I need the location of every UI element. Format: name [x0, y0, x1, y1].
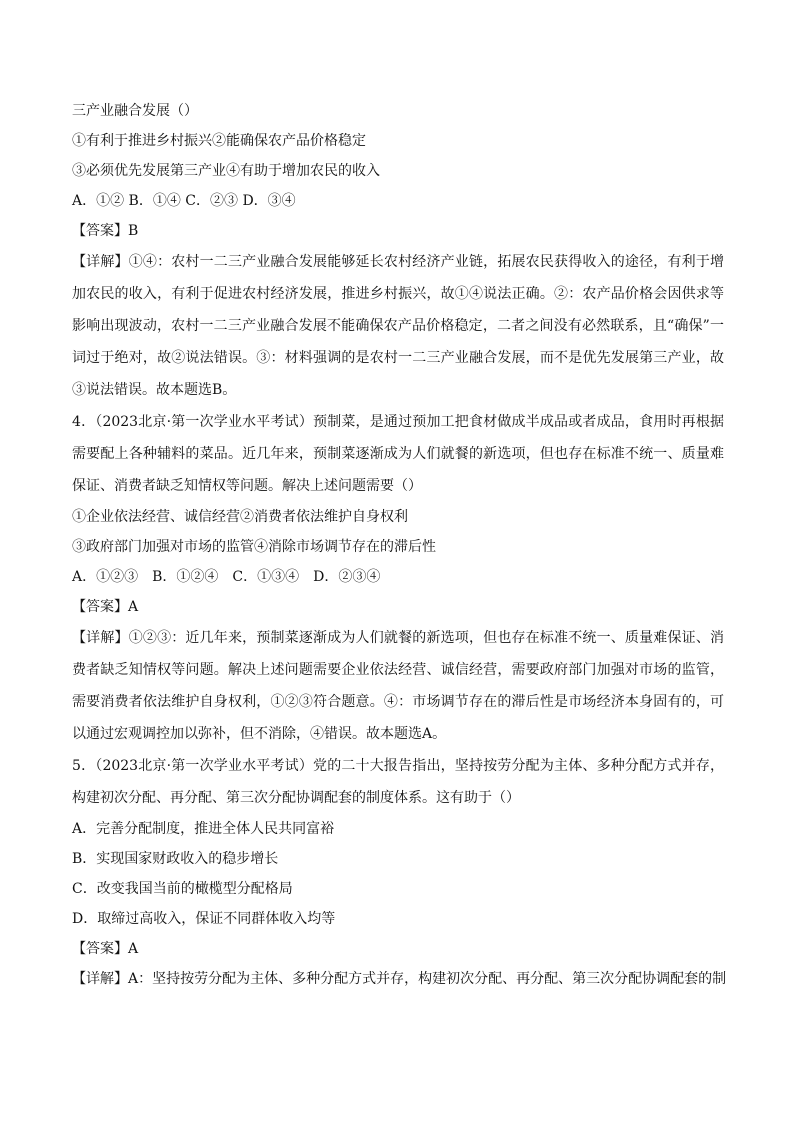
q4-option-line-1: ①企业依法经营、诚信经营②消费者依法维护自身权利 [72, 509, 408, 525]
q5-option-b: B．实现国家财政收入的稳步增长 [72, 851, 279, 867]
q5-explanation: 【详解】A：坚持按劳分配为主体、多种分配方式并存，构建初次分配、再分配、第三次分配协调配套的制 [72, 971, 727, 987]
q5-answer: 【答案】A [72, 941, 139, 957]
q3-option-line-1: ①有利于推进乡村振兴②能确保农产品价格稳定 [72, 133, 366, 149]
q5-stem: 5．（2023北京·第一次学业水平考试）党的二十大报告指出，坚持按劳分配为主体、多种分配方式并存，构建初次分配、再分配、第三次分配协调配套的制度体系。这有助于（） [72, 758, 724, 806]
q5-option-c: C．改变我国当前的橄榄型分配格局 [72, 881, 293, 897]
q5-option-a: A．完善分配制度，推进全体人民共同富裕 [72, 821, 335, 837]
q5-option-d: D．取缔过高收入，保证不同群体收入均等 [72, 911, 336, 927]
document-page [72, 96, 727, 994]
q4-option-line-2: ③政府部门加强对市场的监管④消除市场调节存在的滞后性 [72, 539, 436, 555]
q4-choices: A．①②③ B．①②④ C．①③④ D．②③④ [72, 569, 381, 585]
q3-answer: 【答案】B [72, 223, 139, 239]
q4-stem: 4．（2023北京·第一次学业水平考试）预制菜，是通过预加工把食材做成半成品或者成品，食用时再根据需要配上各种辅料的菜品。近几年来，预制菜逐渐成为人们就餐的新选项，但也存在标准不统一、质量难保证、消费者缺乏知情权等问题。解决上述问题需要（） [72, 414, 724, 494]
q4-explanation: 【详解】①②③：近几年来，预制菜逐渐成为人们就餐的新选项，但也存在标准不统一、质量难保证、消费者缺乏知情权等问题。解决上述问题需要企业依法经营、诚信经营，需要政府部门加强对市场的监管，需要消费者依法维护自身权利，①②③符合题意。④：市场调节存在的滞后性是市场经济本身固有的，可以通过宏观调控加以弥补，但不消除，④错误。故本题选A。 [72, 630, 724, 742]
q3-choices: A．①② B．①④ C．②③ D．③④ [72, 193, 296, 209]
q3-stem-tail: 三产业融合发展（） [72, 103, 198, 119]
q3-option-line-2: ③必须优先发展第三产业④有助于增加农民的收入 [72, 163, 380, 179]
q3-explanation: 【详解】①④：农村一二三产业融合发展能够延长农村经济产业链，拓展农民获得收入的途径，有利于增加农民的收入，有利于促进农村经济发展，推进乡村振兴，故①④说法正确。②：农产品价格会因供求等影响出现波动，农村一二三产业融合发展不能确保农产品价格稳定，二者之间没有必然联系，且“确保”一词过于绝对，故②说法错误。③：材料强调的是农村一二三产业融合发展，而不是优先发展第三产业，故③说法错误。故本题选B。 [72, 254, 724, 398]
q4-answer: 【答案】A [72, 599, 139, 615]
